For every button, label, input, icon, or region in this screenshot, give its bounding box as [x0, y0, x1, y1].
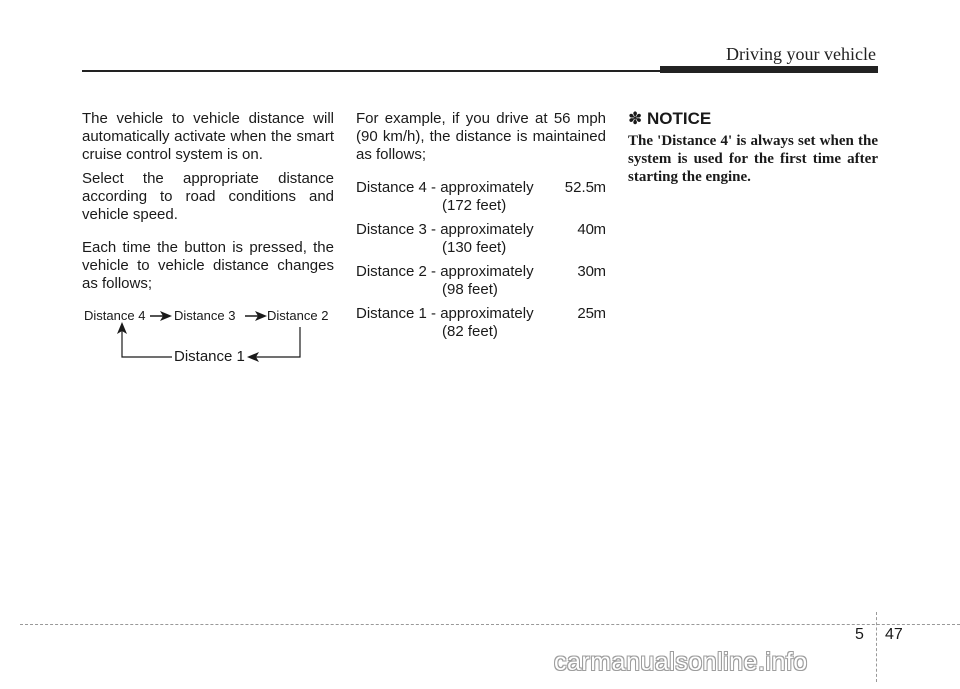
paragraph-example: For example, if you drive at 56 mph (90 km/h), the distance is maintained as follows; [356, 110, 606, 163]
watermark: carmanualsonline.info [554, 648, 808, 676]
list-item [356, 305, 606, 341]
distance-feet: (172 feet) [442, 197, 507, 214]
paragraph-select: Select the appropriate distance according to road conditions and vehicle speed. [82, 170, 334, 223]
notice-title: ✽ NOTICE [628, 109, 712, 128]
distance-label: Distance 2 - approximately [356, 263, 534, 280]
distance-value: 52.5 [564, 179, 594, 196]
distance-label: Distance 4 - approximately [356, 179, 534, 196]
distance-feet: (130 feet) [442, 239, 507, 256]
chapter-number: 5 [855, 626, 864, 643]
diagram-label-distance-4: Distance 4 [84, 308, 146, 323]
header-rule-accent [660, 66, 878, 73]
page-number: 47 [885, 626, 903, 643]
header-title: Driving your vehicle [726, 44, 876, 64]
column-middle [356, 110, 606, 341]
distance-cycle-diagram [82, 307, 334, 379]
distance-list [356, 179, 606, 341]
list-item [356, 263, 606, 299]
distance-feet: (82 feet) [442, 323, 498, 340]
diagram-label-distance-2: Distance 2 [267, 308, 329, 323]
header-rule [82, 70, 662, 72]
distance-unit: m [593, 221, 606, 238]
column-left [82, 110, 334, 379]
list-item [356, 221, 606, 257]
notice-body: The 'Distance 4' is always set when the system is used for the first time after starting the engine. [628, 133, 878, 185]
diagram-label-distance-1: Distance 1 [174, 348, 245, 365]
footer-divider [876, 612, 877, 682]
column-right [628, 110, 878, 186]
footer-rule [20, 624, 960, 625]
distance-feet: (98 feet) [442, 281, 498, 298]
distance-unit: m [593, 263, 606, 280]
distance-unit: m [593, 305, 606, 322]
list-item [356, 179, 606, 215]
paragraph-activation: The vehicle to vehicle distance will automatically activate when the smart cruise control system is on. [82, 110, 334, 163]
distance-value: 40 [577, 221, 594, 238]
diagram-label-distance-3: Distance 3 [174, 308, 236, 323]
distance-value: 30 [577, 263, 594, 280]
distance-unit: m [593, 179, 606, 196]
distance-label: Distance 1 - approximately [356, 305, 534, 322]
distance-label: Distance 3 - approximately [356, 221, 534, 238]
distance-value: 25 [577, 305, 594, 322]
paragraph-button: Each time the button is pressed, the vehicle to vehicle distance changes as follows; [82, 239, 334, 292]
